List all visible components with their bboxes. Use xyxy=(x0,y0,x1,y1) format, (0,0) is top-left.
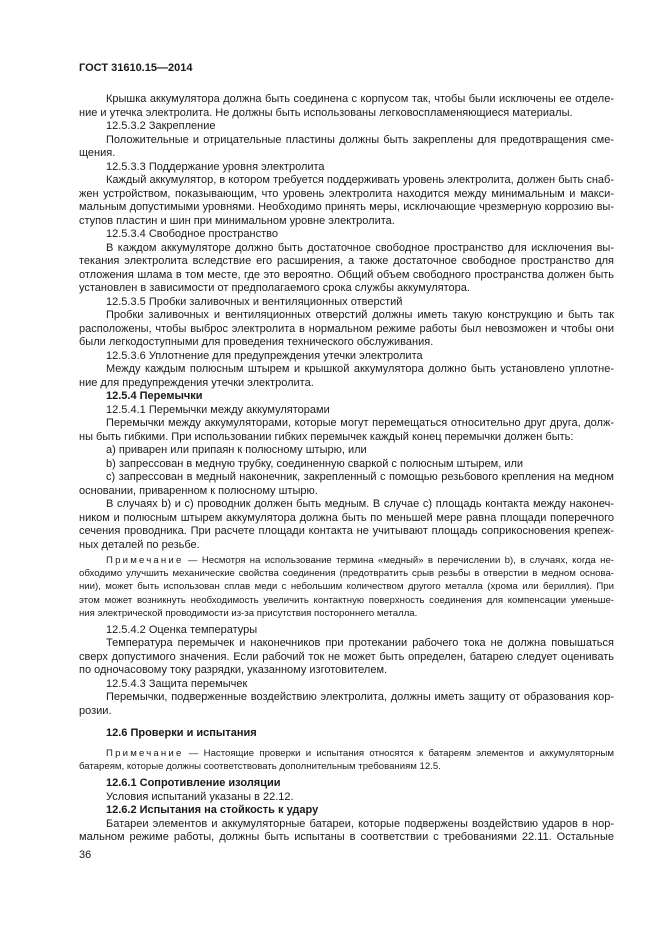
clause-title xyxy=(79,120,614,134)
clause-title xyxy=(79,678,614,692)
body-paragraph xyxy=(79,637,614,678)
text-line: Крышка аккумулятора должна быть соединена с корпусом так, чтобы были исключены ее отделе- xyxy=(106,93,614,105)
body-paragraph xyxy=(79,93,614,120)
text-line: текания электролита вследствие его расширения, а также достаточное свободное пространство для xyxy=(79,255,614,267)
text-line: сверх допустимого значения. Если рабочий ток не может быть определен, батарею следует оценивать xyxy=(79,650,614,663)
text-line: В каждом аккумуляторе должно быть достаточное свободное пространство для исключения вы- xyxy=(106,241,614,254)
text-line: установлен в зависимости от предполагаемого срока службы аккумулятора. xyxy=(79,282,470,294)
text-line: В случаях b) и с) проводник должен быть медным. В случае с) площадь контакта между наконеч- xyxy=(106,498,614,510)
text-line: ние для предупреждения утечки электролита. xyxy=(79,376,314,389)
text-line: 12.5.3.2 Закрепление xyxy=(106,120,216,132)
text-line: ния электрической проводимости из-за присутствия постороннего металла. xyxy=(79,607,418,619)
text-line: 12.5.4.1 Перемычки между аккумуляторами xyxy=(106,403,330,416)
clause-title xyxy=(79,161,614,175)
clause-title xyxy=(79,296,614,310)
text-line: Температура перемычек и наконечников при протекании рабочего тока не должна повышаться xyxy=(106,637,614,650)
section-heading xyxy=(79,804,614,818)
text-line: Каждый аккумулятор, в котором требуется поддерживать уровень электролита, должен быть снаб- xyxy=(106,174,614,186)
document-body xyxy=(79,93,614,845)
text-line: 12.5.4 Перемычки xyxy=(106,390,203,402)
section-heading xyxy=(79,390,614,404)
text-line: 12.5.4.3 Защита перемычек xyxy=(106,677,248,690)
section-heading xyxy=(79,777,614,791)
text-line: батареям, которые должны соответствовать дополнительным требованиям 12.5. xyxy=(79,761,441,773)
text-line: жен устройством, показывающим, что уровень электролита находится между минимальным и макси- xyxy=(79,187,614,200)
note-text: — Настоящие проверки и испытания относятся к батареям элементов и аккумуляторным xyxy=(188,747,614,759)
text-line: щения. xyxy=(79,147,116,159)
clause-title xyxy=(79,458,614,472)
body-paragraph xyxy=(79,309,614,350)
note-paragraph xyxy=(79,747,614,773)
body-paragraph xyxy=(79,134,614,161)
body-paragraph xyxy=(79,691,614,718)
body-paragraph xyxy=(79,174,614,228)
section-heading xyxy=(79,727,614,741)
text-line: Пробки заливочных и вентиляционных отверстий должны иметь такую конструкцию и быть так xyxy=(106,309,614,321)
text-line: были легкодоступными для проведения технического обслуживания. xyxy=(79,336,434,348)
note-text: — Несмотря на использование термина «медный» в перечислении b), в случаях, когда не- xyxy=(187,555,614,566)
document-header: ГОСТ 31610.15—2014 xyxy=(79,62,193,74)
body-paragraph xyxy=(79,498,614,552)
clause-title xyxy=(79,404,614,418)
text-line: 12.5.3.6 Уплотнение для предупреждения утечки электролита xyxy=(106,349,423,362)
text-line: Условия испытаний указаны в 22.12. xyxy=(106,790,294,803)
body-paragraph xyxy=(79,471,614,498)
text-line: 12.5.3.5 Пробки заливочных и вентиляционных отверстий xyxy=(106,295,403,308)
body-paragraph xyxy=(79,242,614,296)
text-line: Между каждым полюсным штырем и крышкой аккумулятора должно быть установлено уплотне- xyxy=(106,363,614,375)
clause-title xyxy=(79,791,614,805)
text-line: мальным допустимыми уровнями. Необходимо принять меры, исключающие чрезмерную коррозию вы- xyxy=(79,201,614,213)
note-label: Примечание xyxy=(106,747,184,759)
text-line: ных деталей по резьбе. xyxy=(79,538,200,551)
text-line: с) запрессован в медный наконечник, закрепленный с помощью резьбового крепления на медном xyxy=(106,471,614,483)
clause-title xyxy=(79,350,614,364)
text-line: по одночасовому току разрядки, указанному изготовителем. xyxy=(79,664,388,677)
clause-title xyxy=(79,228,614,242)
text-line: обходимо улучшить механические свойства соединения (предотвратить срыв резьбы в отверстии в медном основа- xyxy=(79,568,614,580)
text-line: ны быть гибкими. При использовании гибких перемычек каждый конец перемычки должен быть: xyxy=(79,430,574,443)
text-line: мальном режиме работы, должны быть испытаны в соответствии с требованиями 22.11. Остальные xyxy=(79,831,614,844)
text-line: 12.6.2 Испытания на стойкость к удару xyxy=(106,804,319,817)
text-line: Перемычки, подверженные воздействию электролита, должны иметь защиту от образования кор- xyxy=(106,691,614,704)
text-line: Перемычки между аккумуляторами, которые могут перемещаться относительно друг друга, долж- xyxy=(106,417,614,429)
clause-title xyxy=(79,444,614,458)
body-paragraph xyxy=(79,363,614,390)
body-paragraph xyxy=(79,818,614,845)
clause-title xyxy=(79,624,614,638)
text-line: 12.6 Проверки и испытания xyxy=(106,727,257,740)
text-line: ние и утечка электролита. Не должны быть использованы легковоспламеняющиеся материалы. xyxy=(79,106,573,119)
text-line xyxy=(79,554,614,567)
page-number: 36 xyxy=(79,849,92,861)
text-line xyxy=(79,747,614,760)
text-line: этом может возникнуть необходимость увеличить контактную поверхность соединения для компенсации уменьше- xyxy=(79,594,614,606)
text-line: розии. xyxy=(79,704,112,717)
text-line: основании, приваренном к полюсному штырю. xyxy=(79,484,318,497)
text-line: отложения шлама в том месте, где это вероятно. Общий объем свободного пространства должен быть xyxy=(79,268,614,281)
text-line: 12.5.4.2 Оценка температуры xyxy=(106,623,258,636)
text-line: Положительные и отрицательные пластины должны быть закреплены для предотвращения сме- xyxy=(106,133,614,146)
text-line: ступов пластин и шин при минимальном уровне электролита. xyxy=(79,214,395,227)
body-paragraph xyxy=(79,417,614,444)
text-line: Батареи элементов и аккумуляторные батареи, которые подвержены воздействию ударов в нор- xyxy=(106,817,614,830)
note-paragraph xyxy=(79,554,614,620)
text-line: расположены, чтобы выброс электролита в нормальном режиме работы был невозможен и чтобы они xyxy=(79,322,614,335)
text-line: 12.6.1 Сопротивление изоляции xyxy=(106,777,281,790)
text-line: b) запрессован в медную трубку, соединенную сваркой с полюсным штырем, или xyxy=(106,457,524,470)
text-line: сечения проводника. При расчете площади контакта не учитывают площадь соприкосновения крепеж- xyxy=(79,525,614,537)
note-label: Примечание xyxy=(106,555,184,566)
text-line: нии), может быть использован сплав меди с небольшим количеством другого металла (хрома или бериллия). При xyxy=(79,581,614,593)
text-line: 12.5.3.4 Свободное пространство xyxy=(106,228,278,240)
text-line: 12.5.3.3 Поддержание уровня электролита xyxy=(106,160,325,173)
text-line: ником и полюсным штырем аккумулятора должна быть по меньшей мере равна площади поперечного xyxy=(79,511,614,524)
text-line: а) приварен или припаян к полюсному штырю, или xyxy=(106,444,367,456)
